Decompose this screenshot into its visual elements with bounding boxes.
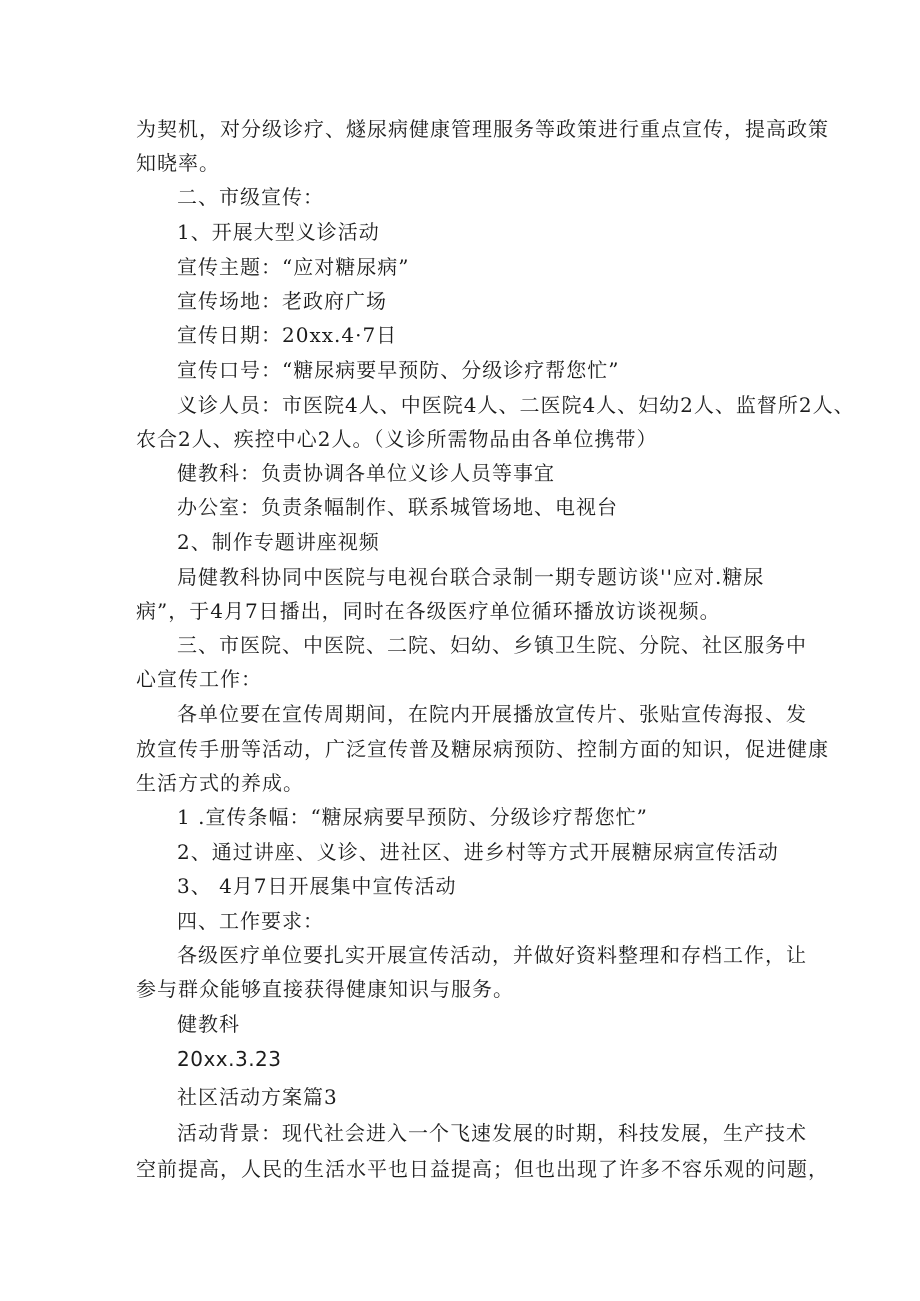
paragraph-line: 病”，于4月7日播出，同时在各级医疗单位循环播放访谈视频。	[136, 599, 721, 623]
venue-line: 宣传场地：老政府广场	[177, 289, 387, 313]
paragraph-line: 生活方式的养成。	[136, 771, 304, 795]
paragraph-line: 参与群众能够直接获得健康知识与服务。	[136, 977, 514, 1001]
section-heading-hospitals-cont: 心宣传工作：	[136, 667, 262, 691]
section-heading-requirements: 四、工作要求：	[177, 909, 324, 933]
section-title-plan-3: 社区活动方案篇3	[177, 1085, 338, 1109]
signature-dept: 健教科	[177, 1012, 240, 1036]
staff-line-cont: 农合2人、疾控中心2人。（义诊所需物品由各单位携带）	[136, 427, 658, 451]
list-item: 2、通过讲座、义诊、进社区、进乡村等方式开展糖尿病宣传活动	[177, 840, 779, 864]
signature-date: 20xx.3.23	[177, 1047, 282, 1071]
paragraph-line: 局健教科协同中医院与电视台联合录制一期专题访谈''应对.糖尿	[177, 565, 765, 589]
list-item: 1 .宣传条幅：“糖尿病要早预防、分级诊疗帮您忙”	[177, 805, 648, 829]
office-line: 办公室：负责条幅制作、联系城管场地、电视台	[177, 495, 618, 519]
paragraph-line: 活动背景：现代社会进入一个飞速发展的时期，科技发展，生产技术	[177, 1121, 807, 1145]
slogan-line: 宣传口号：“糖尿病要早预防、分级诊疗帮您忙”	[177, 358, 620, 382]
date-line: 宣传日期：20xx.4·7日	[177, 323, 398, 347]
paragraph-line: 知晓率。	[136, 151, 220, 175]
subheading-free-clinic: 1、开展大型义诊活动	[177, 220, 380, 244]
list-item: 3、 4月7日开展集中宣传活动	[177, 874, 457, 898]
subheading-video: 2、制作专题讲座视频	[177, 530, 380, 554]
paragraph-line: 空前提高，人民的生活水平也日益提高；但也出现了许多不容乐观的问题，	[136, 1157, 829, 1181]
paragraph-line: 各单位要在宣传周期间，在院内开展播放宣传片、张贴宣传海报、发	[177, 702, 807, 726]
theme-line: 宣传主题：“应对糖尿病”	[177, 255, 410, 279]
paragraph-line: 为契机，对分级诊疗、燧尿病健康管理服务等政策进行重点宣传，提高政策	[136, 117, 829, 141]
paragraph-line: 各级医疗单位要扎实开展宣传活动，并做好资料整理和存档工作，让	[177, 943, 807, 967]
section-heading-municipal: 二、市级宣传：	[177, 185, 324, 209]
section-heading-hospitals: 三、市医院、中医院、二院、妇幼、乡镇卫生院、分院、社区服务中	[177, 633, 807, 657]
paragraph-line: 放宣传手册等活动，广泛宣传普及糖尿病预防、控制方面的知识，促进健康	[136, 737, 829, 761]
health-dept-line: 健教科：负责协调各单位义诊人员等事宜	[177, 461, 555, 485]
staff-line: 义诊人员：市医院4人、中医院4人、二医院4人、妇幼2人、监督所2人、	[177, 393, 855, 417]
